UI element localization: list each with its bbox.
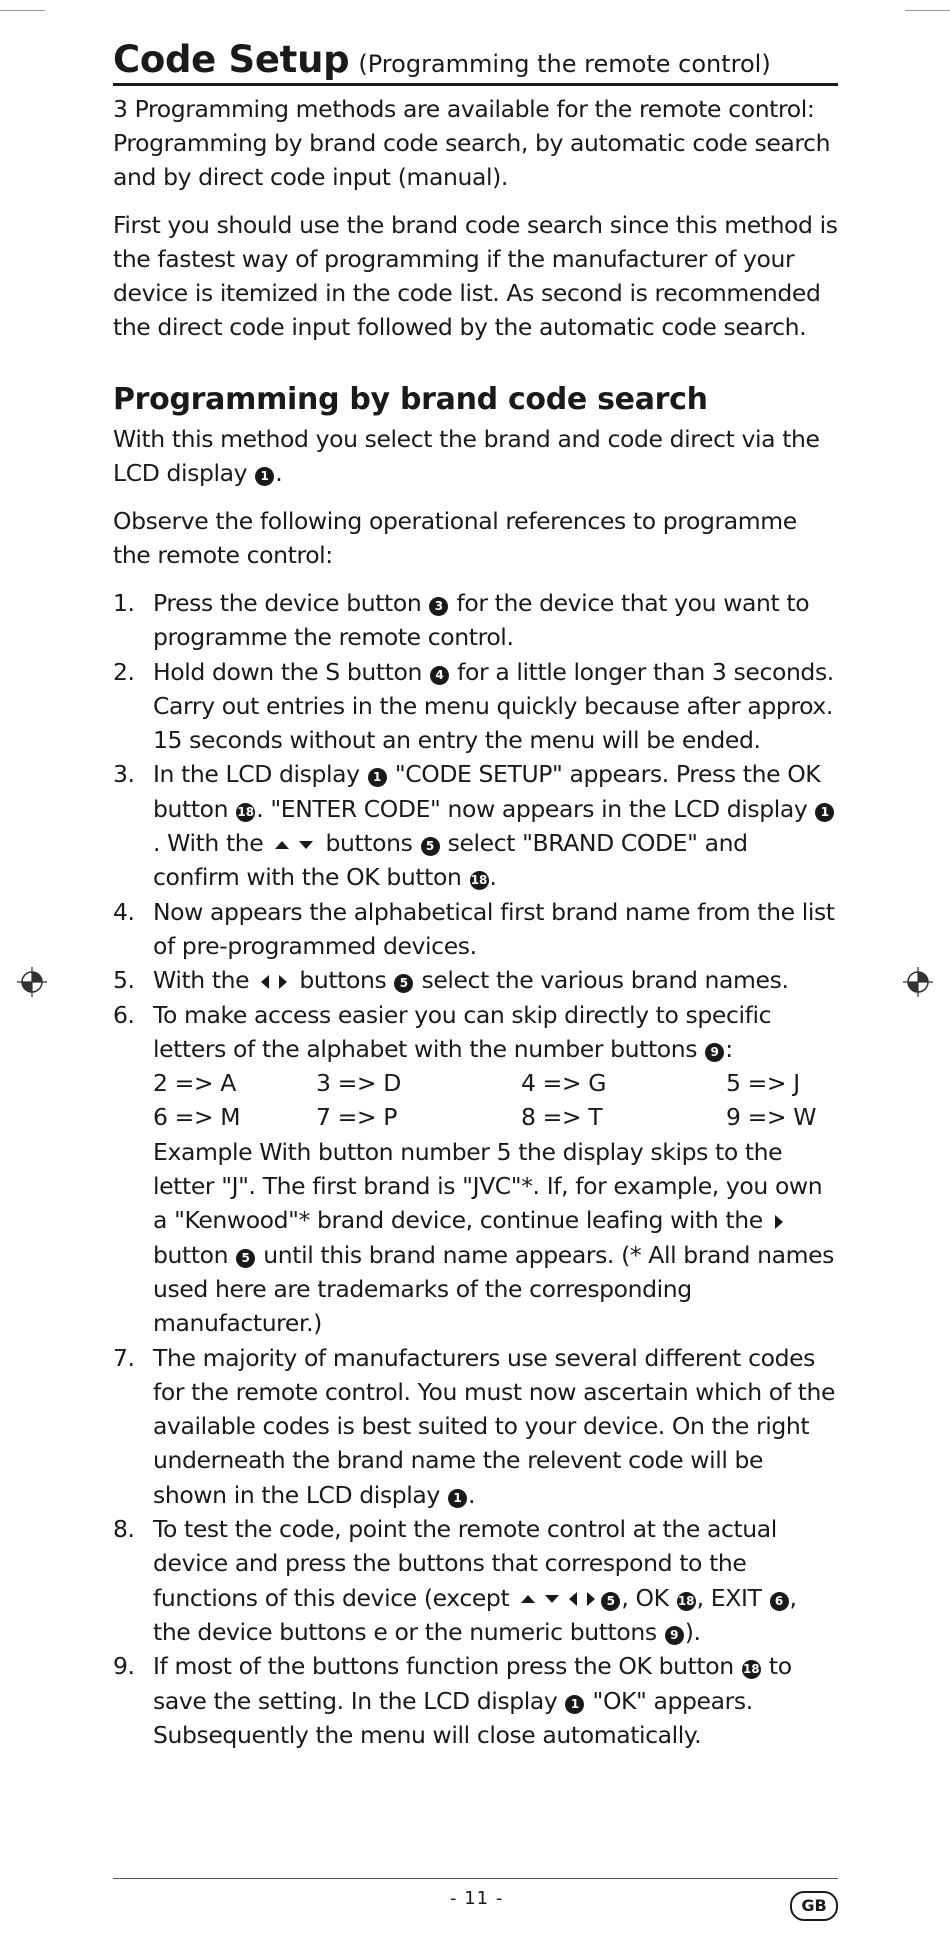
ref-ok-icon: 18: [470, 871, 489, 890]
ref-arrows-icon: 5: [236, 1249, 255, 1268]
page-number: - 11 -: [450, 1888, 504, 1909]
arrow-down-icon: [545, 1595, 559, 1603]
intro-paragraph-2: First you should use the brand code search since this method is the fastest way of programming if the manufacturer of your device is itemized in the code list. As second is recommended the direct code input followed by the automatic code search.: [113, 211, 838, 341]
footer-divider: [113, 1878, 838, 1879]
arrow-right-icon: [279, 975, 287, 989]
list-item: 4. Now appears the alphabetical first brand name from the list of pre-programmed devices.: [113, 897, 835, 960]
list-item: 7. The majority of manufacturers use several different codes for the remote control. You must now ascertain which of the available codes is best suited to your device. On the right underneath the brand name the relevent code will be shown in the LCD display 1 .: [113, 1343, 836, 1509]
ref-ok-icon: 18: [742, 1660, 761, 1679]
arrow-up-icon: [521, 1595, 535, 1603]
section-paragraph-2: Observe the following operational references to programme the remote control:: [113, 507, 797, 569]
content-column: [113, 38, 838, 1752]
registration-mark-icon: [17, 967, 47, 997]
list-item: 9. If most of the buttons function press the OK button 18 to save the setting. In the LCD display 1 "OK" appears. Subsequently the menu will close automatically.: [113, 1652, 792, 1749]
ref-s-button-icon: 4: [430, 666, 449, 685]
letter-map-row-2: 6 => M 7 => P 8 => T 9 => W: [153, 1103, 817, 1132]
ref-arrows-icon: 5: [421, 837, 440, 856]
list-item: 3. In the LCD display 1 "CODE SETUP" appears. Press the OK button 18. "ENTER CODE" now appears in the LCD display 1. With the buttons 5 select "BRAND CODE" and confirm with the OK button 18.: [113, 757, 838, 894]
intro-paragraph-1: 3 Programming methods are available for the remote control: Programming by brand code search, by automatic code search and by direct code input (manual).: [113, 95, 831, 191]
ref-ok-icon: 18: [677, 1592, 696, 1611]
list-item: 5. With the buttons 5 select the various brand names.: [113, 966, 789, 995]
title-main: Code Setup: [113, 38, 350, 81]
arrow-up-icon: [275, 841, 289, 849]
arrow-right-icon: [587, 1592, 595, 1606]
title-subtitle: (Programming the remote control): [358, 50, 771, 78]
ref-ok-icon: 18: [236, 803, 255, 822]
page-title: [113, 38, 838, 86]
ref-lcd-icon: 1: [255, 467, 274, 486]
ref-exit-icon: 6: [770, 1592, 789, 1611]
section-paragraph-1: With this method you select the brand and code direct via the LCD display 1 .: [113, 425, 820, 487]
arrow-right-icon: [775, 1215, 783, 1229]
ref-device-icon: 3: [429, 597, 448, 616]
ref-numbers-icon: 9: [665, 1626, 684, 1645]
list-item: 1. Press the device button 3 for the device that you want to programme the remote control.: [113, 589, 810, 652]
registration-mark-icon: [903, 967, 933, 997]
arrow-left-icon: [569, 1592, 577, 1606]
arrow-left-icon: [261, 975, 269, 989]
ref-arrows-icon: 5: [394, 974, 413, 993]
ref-lcd-icon: 1: [368, 768, 387, 787]
arrow-down-icon: [299, 841, 313, 849]
ref-numbers-icon: 9: [705, 1043, 724, 1062]
ref-lcd-icon: 1: [448, 1489, 467, 1508]
list-item: 2. Hold down the S button 4 for a little longer than 3 seconds. Carry out entries in the menu quickly because after approx. 15 seconds without an entry the menu will be ended.: [113, 657, 834, 755]
ref-arrows-icon: 5: [601, 1592, 620, 1611]
language-badge: GB: [790, 1891, 838, 1921]
crop-mark-top-left: [0, 10, 45, 11]
list-item: 6. To make access easier you can skip directly to specific letters of the alphabet with the number buttons 9 : 2 => A 3 => D 4 => G 5 => J 6 => M 7 => P 8 => T 9 => W Example With button number 5 the display skips to the letter "J". The first brand is "JVC"*. If, for example, you own a "Kenwood"* brand device, continue leafing with the button 5 until this brand name appears. (* All brand names used here are trademarks of the corresponding manufacturer.): [113, 998, 838, 1341]
ref-lcd-icon: 1: [815, 803, 834, 822]
section-heading: Programming by brand code search: [113, 382, 708, 417]
steps-list: [113, 586, 838, 1752]
crop-mark-top-right: [905, 10, 950, 11]
letter-map-row-1: 2 => A 3 => D 4 => G 5 => J: [153, 1069, 800, 1098]
list-item: 8. To test the code, point the remote control at the actual device and press the buttons that correspond to the functions of this device (except 5 , OK 18, EXIT 6 , the device buttons e or the numeric buttons 9 ).: [113, 1515, 797, 1646]
ref-lcd-icon: 1: [565, 1695, 584, 1714]
